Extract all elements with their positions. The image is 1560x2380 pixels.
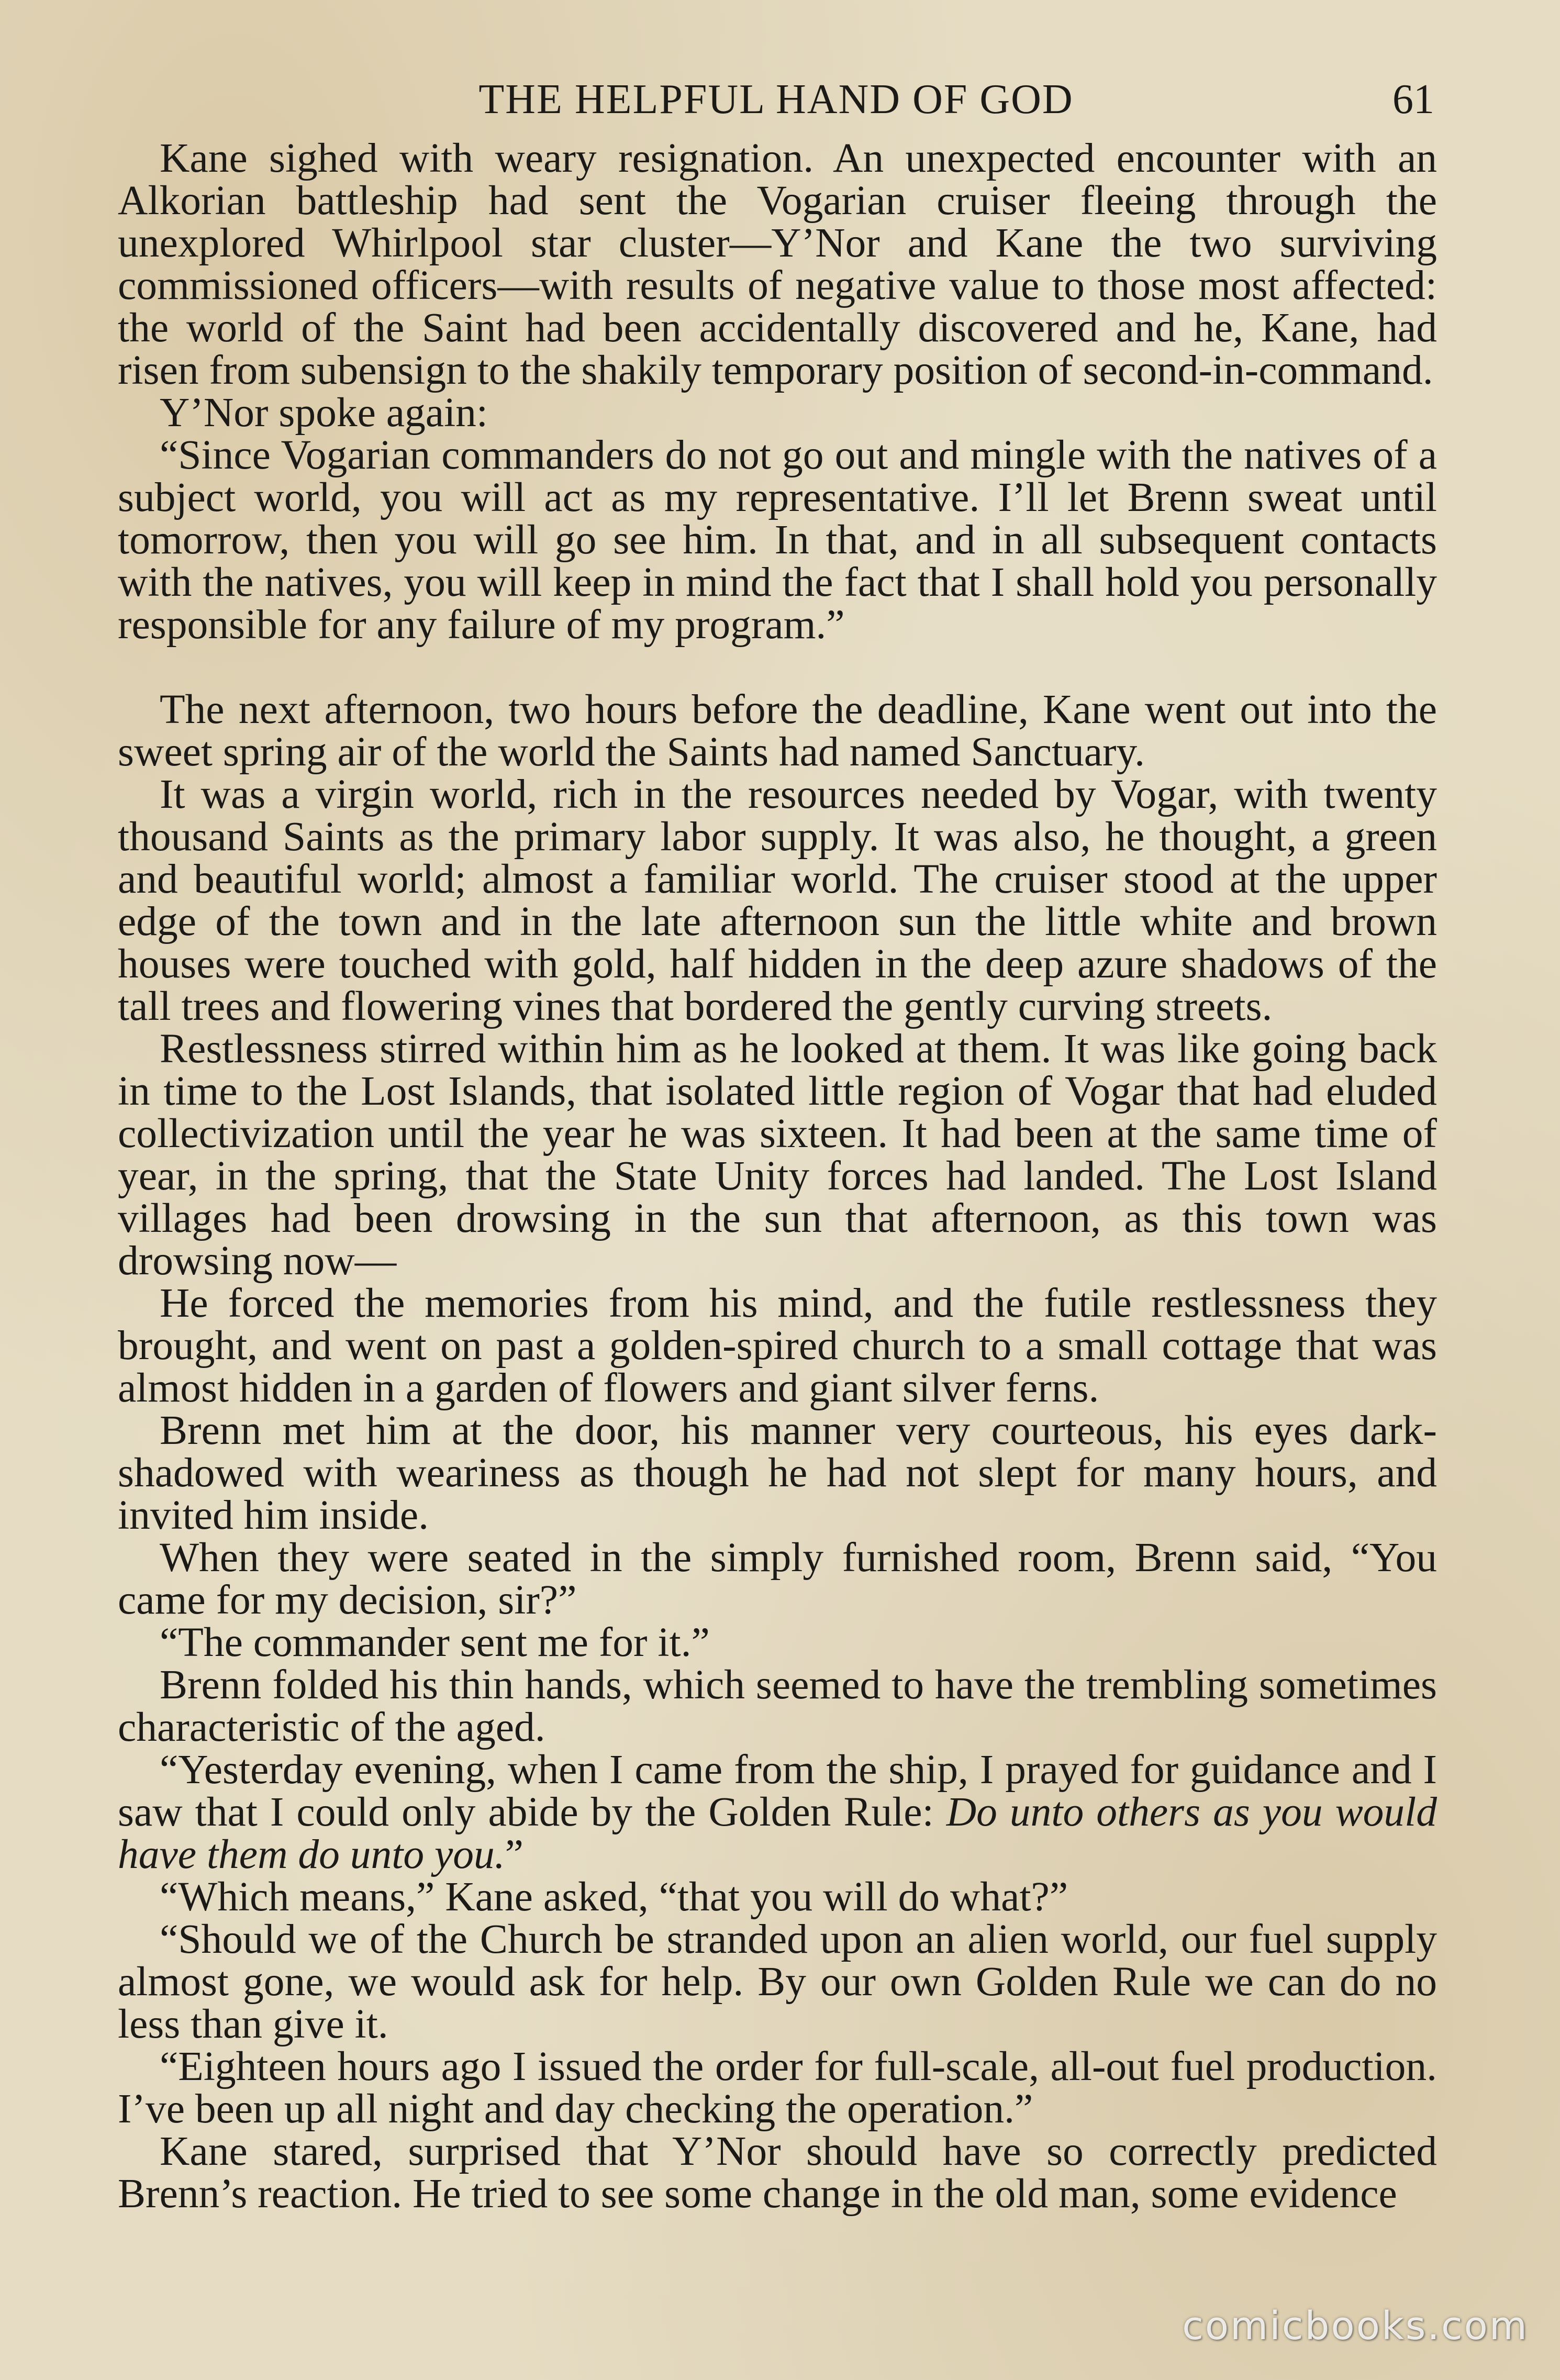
paragraph: “Should we of the Church be stranded upon an alien world, our fuel supply almost gone, we would ask for help. By our own Golden Rule we can do no less than give it.	[118, 1916, 1437, 2047]
paragraph: “Eighteen hours ago I issued the order for full-scale, all-out fuel production. I’ve been up all night and day checking the operation.”	[118, 2043, 1437, 2132]
paragraph: “Since Vogarian commanders do not go out and mingle with the natives of a subject world, you will act as my representative. I’ll let Brenn sweat until tomorrow, then you will go see him. In that, and in all subsequent contacts with the natives, you will keep in mind the fact that I shall hold you personally responsible for any failure of my program.”	[118, 432, 1437, 648]
watermark: comicbooks.com	[1182, 2304, 1529, 2349]
paragraph: “Which means,” Kane asked, “that you will do what?”	[160, 1874, 1068, 1920]
paragraph: The next afternoon, two hours before the deadline, Kane went out into the sweet spring air of the world the Saints had named Sanctuary.	[118, 686, 1437, 775]
running-title: THE HELPFUL HAND OF GOD	[478, 76, 1074, 123]
paragraph: Brenn met him at the door, his manner very courteous, his eyes dark-shadowed with weariness as though he had not slept for many hours, and invited him inside.	[118, 1407, 1437, 1538]
paragraph: Kane stared, surprised that Y’Nor should have so correctly predicted Brenn’s reaction. He tried to see some change in the old man, some evidence	[118, 2128, 1437, 2217]
paragraph: When they were seated in the simply furnished room, Brenn said, “You came for my decision, sir?”	[118, 1534, 1437, 1623]
paragraph: It was a virgin world, rich in the resources needed by Vogar, with twenty thousand Saints as the primary labor supply. It was also, he thought, a green and beautiful world; almost a familiar world. The cruiser stood at the upper edge of the town and in the late afternoon sun the little white and brown houses were touched with gold, half hidden in the deep azure shadows of the tall trees and flowering vines that bordered the gently curving streets.	[118, 771, 1437, 1029]
paragraph: He forced the memories from his mind, and the futile restlessness they brought, and went on past a golden-spired church to a small cottage that was almost hidden in a garden of flowers and giant silver ferns.	[118, 1280, 1437, 1411]
paragraph: Kane sighed with weary resignation. An unexpected encounter with an Alkorian battleship had sent the Vogarian cruiser fleeing through the unexplored Whirlpool star cluster—Y’Nor and Kane the two surviving commissioned officers—with results of negative value to those most affected: the world of the Saint had been accidentally discovered and he, Kane, had risen from subensign to the shakily temporary position of second-in-command.	[118, 135, 1437, 393]
paragraph: “The commander sent me for it.”	[160, 1619, 710, 1665]
closing-quote: ”	[505, 1831, 523, 1877]
page-header	[118, 73, 1434, 126]
paragraph: Brenn folded his thin hands, which seemed to have the trembling sometimes characteristic of the aged.	[118, 1662, 1437, 1750]
body-text	[118, 137, 1437, 2215]
page-number: 61	[1392, 76, 1434, 123]
golden-rule-quote: Do unto others as you would have them do unto you.	[118, 1789, 1437, 1877]
paragraph-text: “Yesterday evening, when I came from the ship, I prayed for guidance and I saw that I could only abide by the Golden Rule:	[118, 1747, 1437, 1835]
paragraph: Y’Nor spoke again:	[160, 390, 488, 436]
paragraph	[118, 1749, 1437, 1876]
paragraph: Restlessness stirred within him as he looked at them. It was like going back in time to the Lost Islands, that isolated little region of Vogar that had eluded collectivization until the year he was sixteen. It had been at the same time of year, in the spring, that the State Unity forces had landed. The Lost Island villages had been drowsing in the sun that afternoon, as this town was drowsing now—	[118, 1026, 1437, 1284]
